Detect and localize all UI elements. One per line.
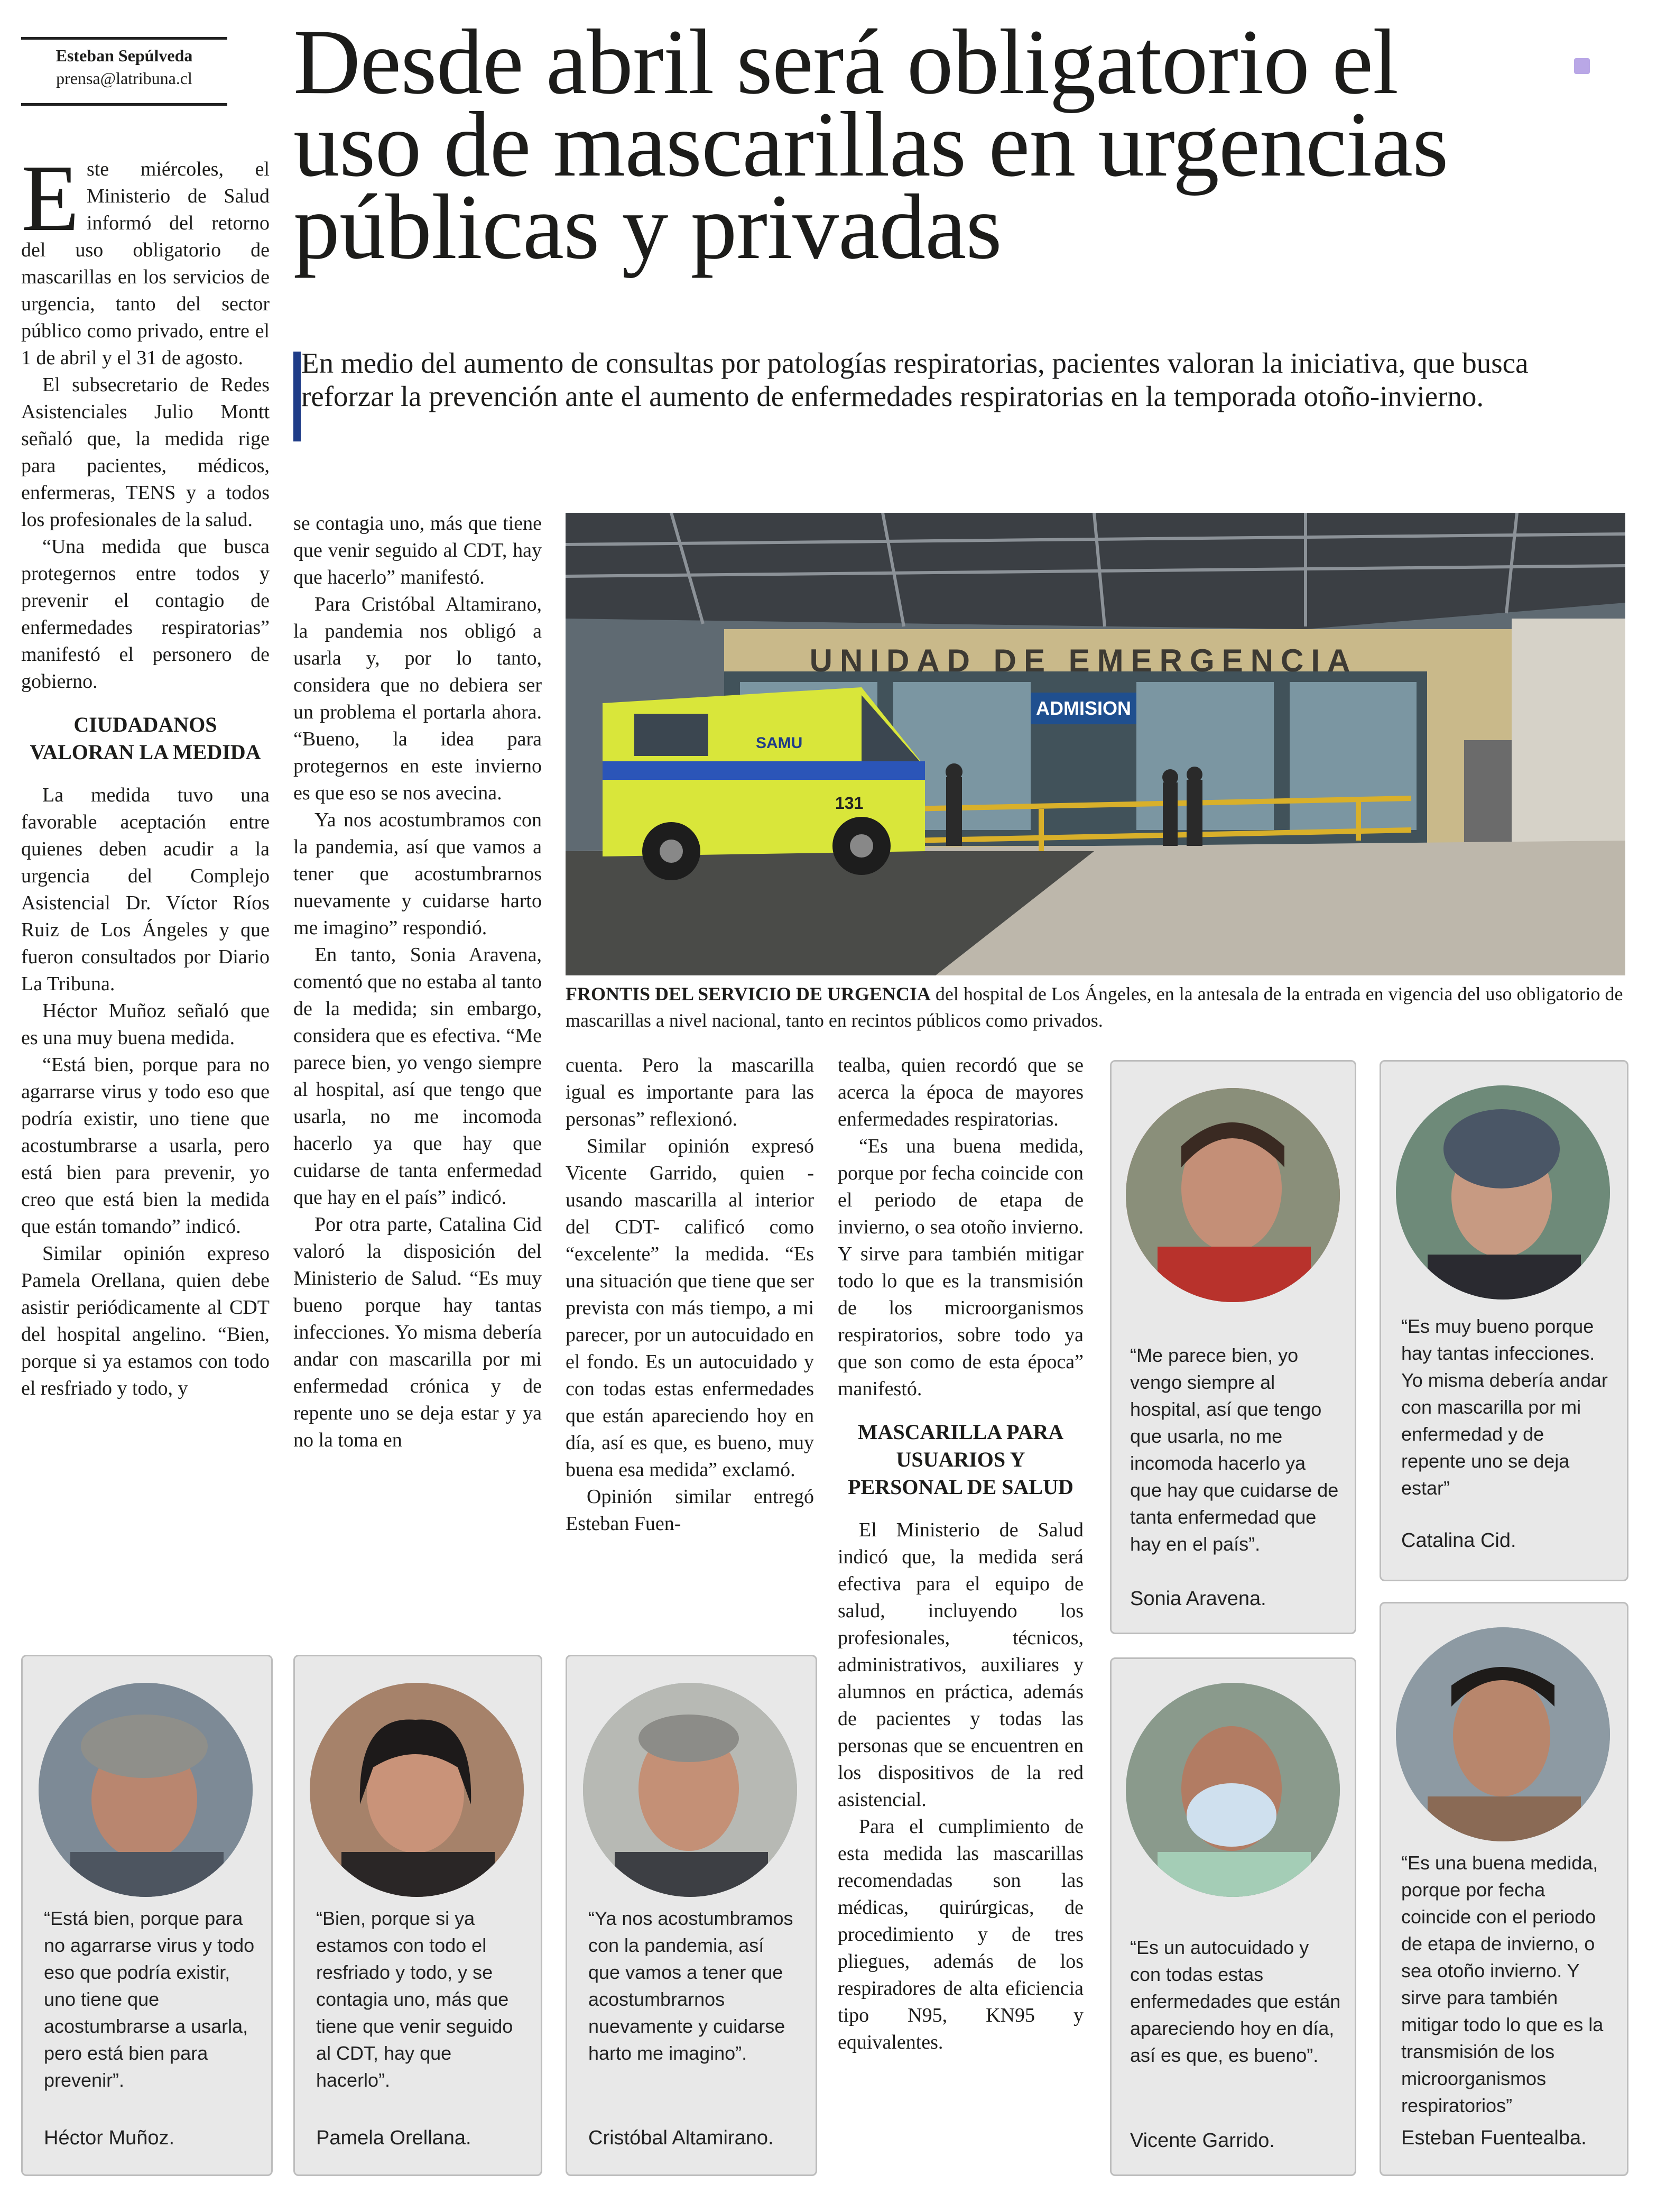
paragraph: Por otra parte, Catalina Cid valoró la disposición del Ministerio de Salud. “Es muy bueno porque hay tantas infecciones. Yo misma debería andar con mascarilla por mi enfermedad crónica y de repente uno se deja estar y ya no la toma en bbox=[293, 1213, 542, 1451]
paragraph: Héctor Muñoz señaló que es una muy buena medida. bbox=[21, 1000, 270, 1049]
paragraph: Opinión similar entregó Esteban Fuen- bbox=[566, 1486, 814, 1535]
headline-line-3: públicas y privadas bbox=[293, 176, 1002, 279]
quote-author: Esteban Fuentealba. bbox=[1401, 2127, 1587, 2149]
quote-text: “Está bien, porque para no agarrarse virus y todo eso que podría existir, uno tiene que acostumbrarse a usarla, pero está bien para prevenir”. bbox=[44, 1907, 255, 2091]
paragraph: Similar opinión expresó Vicente Garrido, quien -usando mascarilla al interior del CDT- calificó como “excelente” la medida. “Es una situación que tiene que ser prevista con más tiempo, a mi parecer, por un autocuidado en el fondo. Es un autocuidado y con todas estas enfermedades que están apareciendo hoy en día, así es que, es bueno, muy buena esa medida” exclamó. bbox=[566, 1135, 814, 1481]
subtitle: En medio del aumento de consultas por patologías respiratorias, pacientes valoran la iniciativa, que busca reforzar la prevención ante el aumento de enfermedades respiratorias en la temporada otoño-invierno. bbox=[301, 347, 1529, 412]
paragraph: tealba, quien recordó que se acerca la época de mayores enfermedades respiratorias. bbox=[838, 1054, 1084, 1130]
quote-author: Sonia Aravena. bbox=[1130, 1588, 1266, 1610]
column-4 bbox=[838, 1052, 1084, 2056]
portrait-sonia bbox=[1126, 1088, 1340, 1302]
paragraph: cuenta. Pero la mascarilla igual es importante para las personas” reflexionó. bbox=[566, 1054, 814, 1130]
paragraph: La medida tuvo una favorable aceptación entre quienes deben acudir a la urgencia del Complejo Asistencial Dr. Víctor Ríos Ruiz de Los Ángeles y que fueron consultados por Diario La Tribuna. bbox=[21, 784, 270, 995]
quote-author: Vicente Garrido. bbox=[1130, 2130, 1275, 2152]
paragraph: “Es una buena medida, porque por fecha coincide con el periodo de etapa de invierno, o sea otoño invierno. Y sirve para también mitigar todo lo que es la transmisión de los microorganismos respiratorios, sobre todo ya que son como de esta época” manifestó. bbox=[838, 1135, 1084, 1400]
section-heading: MASCARILLA PARA USUARIOS Y PERSONAL DE SALUD bbox=[848, 1420, 1073, 1499]
quote-author: Pamela Orellana. bbox=[316, 2127, 471, 2149]
quote-box-hector bbox=[21, 1655, 273, 2176]
admission-sign: ADMISION bbox=[1036, 697, 1131, 719]
paragraph: Similar opinión expreso Pamela Orellana, quien debe asistir periódicamente al CDT del hospital angelino. “Bien, porque si ya estamos con todo el resfriado y todo, y bbox=[21, 1242, 270, 1399]
quote-text: “Ya nos acostumbramos con la pandemia, así que vamos a tener que acostumbrarnos nuevamente y cuidarse harto me imagino”. bbox=[588, 1907, 793, 2064]
headline bbox=[293, 11, 1615, 279]
van-number: 131 bbox=[835, 794, 864, 813]
paragraph: En tanto, Sonia Aravena, comentó que no estaba al tanto de la medida; sin embargo, considera que es efectiva. “Me parece bien, yo vengo siempre al hospital, así que tengo que usarla, no me incomoda hacerlo ya que hay que cuidarse de tanta enfermedad que hay en el país” indicó. bbox=[293, 944, 542, 1209]
hospital-photo bbox=[566, 513, 1625, 975]
portrait-cristobal bbox=[583, 1683, 797, 1897]
author-name: Esteban Sepúlveda bbox=[55, 46, 193, 65]
paragraph: “Una medida que busca protegernos entre todos y prevenir el contagio de enfermedades respiratorias” manifestó el personero de gobierno. bbox=[21, 536, 270, 693]
quote-box-catalina bbox=[1380, 1060, 1628, 1581]
portrait-pamela bbox=[310, 1683, 524, 1897]
quote-text: “Es una buena medida, porque por fecha coincide con el periodo de etapa de invierno, o sea otoño invierno. Y sirve para también mitigar todo lo que es la transmisión de los microorganismos respiratorios” bbox=[1401, 1852, 1604, 2116]
column-1 bbox=[21, 145, 270, 1402]
quote-author: Catalina Cid. bbox=[1401, 1529, 1516, 1552]
portrait-esteban bbox=[1396, 1627, 1610, 1841]
portrait-vicente bbox=[1126, 1683, 1340, 1897]
paragraph: El subsecretario de Redes Asistenciales Julio Montt señaló que, la medida rige para pacientes, médicos, enfermeras, TENS y a todos los profesionales de la salud. bbox=[21, 374, 270, 531]
paragraph: El Ministerio de Salud indicó que, la medida será efectiva para el equipo de salud, incluyendo los profesionales, técnicos, administrativos, auxiliares y alumnos en práctica, además de pacientes y todas las personas que se encuentren en los dispositivos de la red asistencial. bbox=[838, 1519, 1084, 1811]
quote-text: “Bien, porque si ya estamos con todo el resfriado y todo, y se contagia uno, más que tiene que venir seguido al CDT, hay que hacerlo”. bbox=[316, 1907, 513, 2091]
author-email[interactable]: prensa@latribuna.cl bbox=[56, 69, 192, 88]
portrait-catalina bbox=[1396, 1085, 1610, 1299]
headline-line-2: uso de mascarillas en urgencias bbox=[293, 93, 1448, 196]
quote-text: “Es muy bueno porque hay tantas infecciones. Yo misma debería andar con mascarilla por mi enfermedad y de repente uno se deja estar” bbox=[1401, 1315, 1608, 1499]
quote-text: “Me parece bien, yo vengo siempre al hospital, así que tengo que usarla, no me incomoda hacerlo ya que hay que cuidarse de tanta enfermedad que hay en el país”. bbox=[1130, 1344, 1339, 1555]
quote-box-sonia bbox=[1110, 1060, 1356, 1634]
drop-cap: E bbox=[21, 145, 79, 251]
paragraph: “Está bien, porque para no agarrarse virus y todo eso que podría existir, uno tiene que acostumbrarse a usarla, pero está bien para prevenir, yo creo que está bien la medida que están tomando” indicó. bbox=[21, 1054, 270, 1238]
quote-box-cristobal bbox=[566, 1655, 817, 2176]
emergency-sign: UNIDAD DE EMERGENCIA bbox=[809, 643, 1358, 678]
paragraph: Ya nos acostumbramos con la pandemia, así que vamos a tener que acostumbrarnos nuevamente y cuidarse harto me imagino” respondió. bbox=[293, 809, 542, 939]
paragraph: Para el cumplimiento de esta medida las mascarillas recomendadas son las médicas, quirúrgicas, de procedimiento y de tres pliegues, además de los respiradores de alta eficiencia tipo N95, KN95 y equivalentes. bbox=[838, 1815, 1084, 2053]
byline bbox=[21, 37, 227, 106]
photo-caption bbox=[566, 981, 1625, 1034]
paragraph: Este miércoles, el Ministerio de Salud informó del retorno del uso obligatorio de mascarillas en los servicios de urgencia, tanto del sector público como privado, entre el 1 de abril y el 31 de agosto. bbox=[21, 145, 270, 369]
quote-box-esteban bbox=[1380, 1602, 1628, 2176]
quote-text: “Es un autocuidado y con todas estas enfermedades que están apareciendo hoy en día, así es que, es bueno”. bbox=[1130, 1937, 1341, 2066]
paragraph: Para Cristóbal Altamirano, la pandemia nos obligó a usarla y, por lo tanto, considera que no debiera ser un problema el portarla ahora. “Bueno, la idea para protegernos en este invierno es que eso se nos avecina. bbox=[293, 593, 542, 804]
quote-box-pamela bbox=[293, 1655, 542, 2176]
caption-bold: FRONTIS DEL SERVICIO DE URGENCIA bbox=[566, 983, 931, 1004]
headline-line-1: Desde abril será obligatorio el bbox=[293, 11, 1399, 114]
quote-author: Cristóbal Altamirano. bbox=[588, 2127, 774, 2149]
caption-text: del hospital de Los Ángeles, en la antesala de la entrada en vigencia del uso obligatorio de mascarillas a nivel nacional, tanto en recintos públicos como privados. bbox=[566, 983, 1623, 1031]
van-label: SAMU bbox=[756, 734, 803, 752]
section-heading: CIUDADANOS VALORAN LA MEDIDA bbox=[30, 713, 261, 764]
portrait-hector bbox=[39, 1683, 253, 1897]
quote-box-vicente bbox=[1110, 1657, 1356, 2176]
column-3 bbox=[566, 1052, 814, 1537]
quote-author: Héctor Muñoz. bbox=[44, 2127, 175, 2149]
page-marker-icon bbox=[1574, 58, 1590, 74]
column-2 bbox=[293, 510, 542, 1454]
paragraph: se contagia uno, más que tiene que venir seguido al CDT, hay que hacerlo” manifestó. bbox=[293, 512, 542, 588]
subtitle-accent-bar bbox=[293, 352, 301, 441]
